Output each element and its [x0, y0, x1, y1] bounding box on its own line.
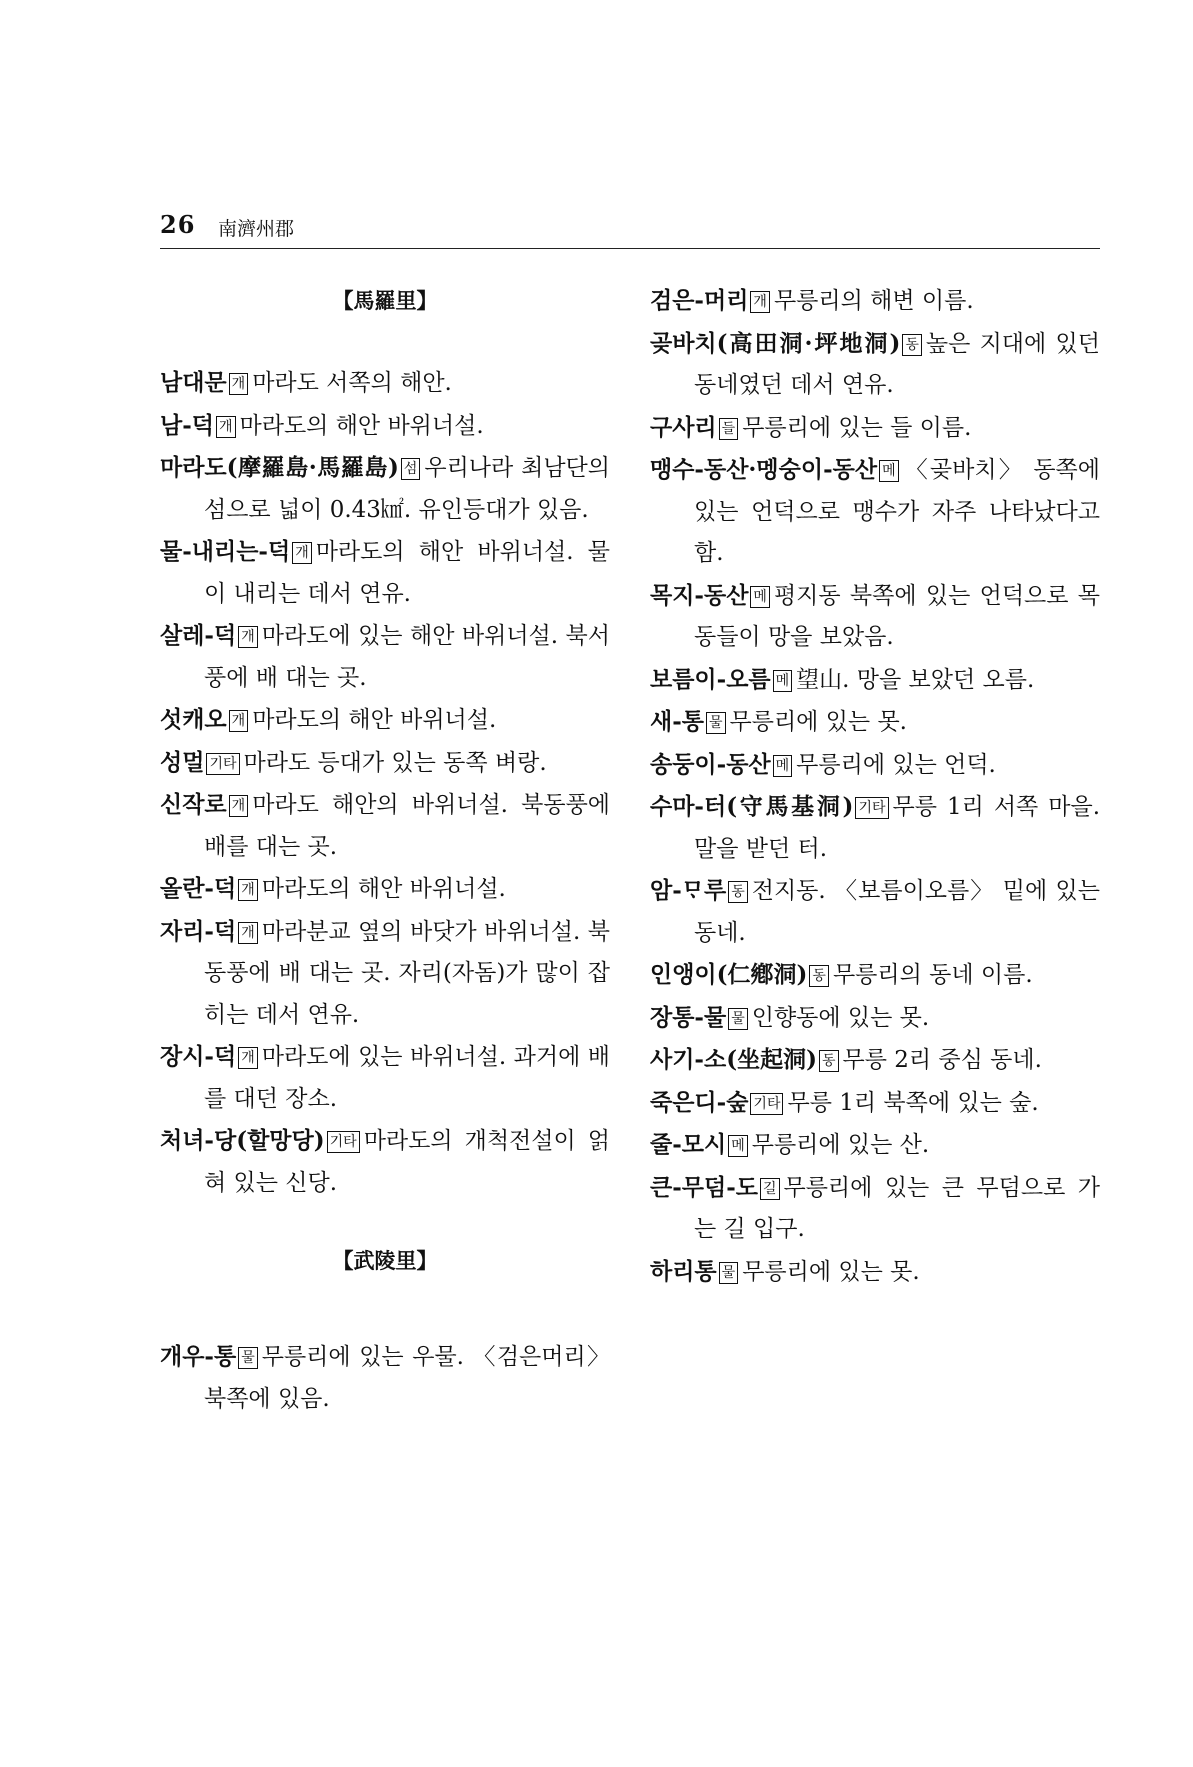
entry-description: 무릉리에 있는 들 이름. — [742, 414, 972, 441]
dictionary-entry — [650, 407, 1100, 450]
entry-description: 마라도의 해안 바위너설. — [261, 876, 506, 902]
entry-list — [650, 280, 1100, 1293]
right-column — [650, 280, 1100, 1293]
category-tag: 동 — [902, 334, 922, 356]
dictionary-entry — [160, 615, 610, 699]
entry-term: 섯캐오 — [160, 706, 227, 733]
entry-term: 개우-통 — [160, 1343, 237, 1370]
entry-description: 마라도 등대가 있는 동쪽 벼랑. — [243, 749, 547, 776]
dictionary-entry — [160, 911, 610, 1037]
entry-description: 무릉리에 있는 못. — [729, 709, 907, 735]
dictionary-entry — [160, 405, 610, 448]
category-tag: 기타 — [750, 1093, 783, 1115]
entry-term: 물-내리는-덕 — [160, 538, 291, 565]
entry-description: 마라도 해안의 바위너설. 북동풍에 배를 대는 곳. — [204, 792, 610, 860]
dictionary-entry — [650, 280, 1100, 323]
entry-term: 새-통 — [650, 708, 704, 735]
entry-term: 장시-덕 — [160, 1043, 237, 1070]
entry-description: 마라분교 옆의 바닷가 바위너설. 북동풍에 배 대는 곳. 자리(자돔)가 많이 잡히는 데서 연유. — [204, 918, 610, 1028]
entry-term: 장통-물 — [650, 1003, 727, 1031]
running-title: 南濟州郡 — [218, 218, 295, 240]
category-tag: 길 — [760, 1178, 780, 1200]
entry-term: 목지-동산 — [650, 581, 749, 609]
category-tag: 동 — [809, 965, 829, 987]
dictionary-entry — [160, 699, 610, 742]
entry-description: 마라도의 해안 바위너설. — [252, 707, 497, 733]
entry-description: 인향동에 있는 못. — [751, 1004, 930, 1031]
category-tag: 개 — [750, 291, 770, 313]
dictionary-entry — [650, 744, 1100, 787]
dictionary-entry — [160, 784, 610, 868]
dictionary-entry — [160, 1336, 610, 1420]
category-tag: 개 — [229, 373, 249, 395]
dictionary-entry — [650, 786, 1100, 870]
category-tag: 들 — [719, 418, 739, 440]
page-number: 26 — [160, 210, 196, 239]
category-tag: 메 — [750, 586, 770, 608]
section-heading-marari: 【馬羅里】 — [332, 288, 438, 313]
category-tag: 개 — [238, 626, 258, 648]
category-tag: 기타 — [327, 1131, 360, 1153]
dictionary-entry — [650, 449, 1100, 575]
dictionary-entry — [650, 1167, 1100, 1251]
dictionary-entry — [160, 868, 610, 911]
entry-description: 무릉리에 있는 못. — [742, 1258, 920, 1285]
dictionary-entry — [160, 362, 610, 405]
category-tag: 동 — [819, 1050, 839, 1072]
entry-term: 처녀-당(할망당) — [160, 1127, 325, 1154]
section-heading-mureungri: 【武陵里】 — [332, 1248, 438, 1273]
entry-term: 하리통 — [650, 1257, 717, 1285]
dictionary-entry — [160, 531, 610, 615]
entry-description: 무릉 1리 북쪽에 있는 숲. — [787, 1089, 1039, 1116]
entry-description: 마라도의 개척전설이 얽혀 있는 신당. — [204, 1128, 610, 1196]
entry-description: 무릉리에 있는 산. — [751, 1132, 930, 1158]
category-tag: 개 — [238, 1047, 258, 1069]
entry-term: 죽은디-숲 — [650, 1088, 749, 1116]
entry-description: 마라도에 있는 해안 바위너설. 북서풍에 배 대는 곳. — [204, 623, 610, 691]
entry-description: 무릉리의 동네 이름. — [832, 962, 1033, 988]
category-tag: 섬 — [401, 458, 421, 480]
category-tag: 기타 — [855, 797, 888, 819]
entry-term: 신작로 — [160, 791, 227, 818]
entry-term: 곶바치(高田洞·坪地洞) — [650, 329, 901, 357]
dictionary-entry — [650, 870, 1100, 954]
category-tag: 개 — [229, 710, 249, 732]
dictionary-entry — [650, 1039, 1100, 1082]
category-tag: 물 — [719, 1262, 739, 1284]
category-tag: 개 — [216, 416, 236, 438]
category-tag: 기타 — [206, 753, 239, 775]
category-tag: 물 — [238, 1347, 258, 1369]
category-tag: 개 — [292, 542, 312, 564]
entry-term: 큰-무덤-도 — [650, 1173, 758, 1201]
entry-description: 평지동 북쪽에 있는 언덕으로 목동들이 망을 보았음. — [694, 582, 1100, 650]
category-tag: 개 — [238, 879, 258, 901]
entry-term: 살레-덕 — [160, 622, 237, 649]
left-column — [160, 280, 610, 1420]
category-tag: 메 — [728, 1135, 748, 1157]
entry-description: 무릉리에 있는 큰 무덤으로 가는 길 입구. — [694, 1174, 1100, 1242]
entry-term: 사기-소(坐起洞) — [650, 1046, 817, 1073]
category-tag: 메 — [773, 670, 793, 692]
entry-list — [160, 1336, 610, 1420]
entry-term: 수마-터(守馬基洞) — [650, 793, 854, 820]
category-tag: 메 — [879, 460, 899, 482]
entry-description: 〈곶바치〉 동쪽에 있는 언덕으로 맹수가 자주 나타났다고 함. — [694, 457, 1100, 566]
entry-list — [160, 362, 610, 1204]
dictionary-entry — [160, 1120, 610, 1204]
entry-term: 남대문 — [160, 369, 227, 396]
dictionary-entry — [160, 1036, 610, 1120]
dictionary-entry — [650, 701, 1100, 744]
entry-term: 올란-덕 — [160, 875, 237, 902]
dictionary-entry — [650, 1124, 1100, 1167]
category-tag: 동 — [728, 881, 748, 903]
dictionary-entry — [160, 742, 610, 785]
entry-term: 마라도(摩羅島·馬羅島) — [160, 454, 399, 481]
entry-term: 성멀 — [160, 748, 205, 776]
entry-description: 마라도의 해안 바위너설. 물이 내리는 데서 연유. — [204, 539, 610, 607]
category-tag: 물 — [728, 1008, 748, 1030]
entry-description: 우리나라 최남단의 섬으로 넓이 0.43㎢. 유인등대가 있음. — [204, 455, 610, 523]
dictionary-entry — [650, 1251, 1100, 1294]
entry-term: 남-덕 — [160, 411, 214, 439]
dictionary-entry — [650, 575, 1100, 659]
entry-term: 맹수-동산·멩숭이-동산 — [650, 456, 878, 483]
dictionary-entry — [650, 997, 1100, 1040]
entry-term: 자리-덕 — [160, 917, 237, 945]
entry-term: 구사리 — [650, 413, 717, 441]
entry-description: 마라도의 해안 바위너설. — [239, 412, 484, 439]
category-tag: 개 — [238, 922, 258, 944]
entry-description: 마라도에 있는 바위너설. 과거에 배를 대던 장소. — [204, 1044, 610, 1112]
entry-term: 줄-모시 — [650, 1131, 727, 1158]
entry-description: 무릉리에 있는 언덕. — [796, 751, 996, 778]
category-tag: 개 — [229, 795, 249, 817]
entry-term: 인앵이(仁鄕洞) — [650, 961, 808, 988]
page-header — [160, 210, 1100, 249]
dictionary-entry — [650, 659, 1100, 702]
entry-description: 무릉 1리 서쪽 마을. 말을 받던 터. — [694, 794, 1101, 862]
category-tag: 메 — [773, 755, 793, 777]
dictionary-entry — [650, 1082, 1100, 1125]
entry-description: 전지동. 〈보름이오름〉 밑에 있는 동네. — [694, 878, 1100, 946]
entry-term: 송둥이-동산 — [650, 750, 771, 778]
entry-description: 무릉리에 있는 우물. 〈검은머리〉 북쪽에 있음. — [204, 1344, 610, 1412]
category-tag: 물 — [706, 712, 726, 734]
entry-description: 무릉 2리 중심 동네. — [842, 1047, 1042, 1073]
entry-description: 무릉리의 해변 이름. — [773, 288, 974, 314]
dictionary-entry — [650, 954, 1100, 997]
dictionary-entry — [160, 447, 610, 531]
entry-description: 높은 지대에 있던 동네였던 데서 연유. — [694, 330, 1100, 398]
entry-term: 보름이-오름 — [650, 665, 771, 693]
entry-description: 마라도 서쪽의 해안. — [252, 370, 452, 396]
entry-term: 암-ᄆᆞ루 — [650, 877, 727, 904]
entry-term: 검은-머리 — [650, 287, 749, 314]
dictionary-entry — [650, 323, 1100, 407]
entry-description: 望山. 망을 보았던 오름. — [796, 666, 1035, 693]
